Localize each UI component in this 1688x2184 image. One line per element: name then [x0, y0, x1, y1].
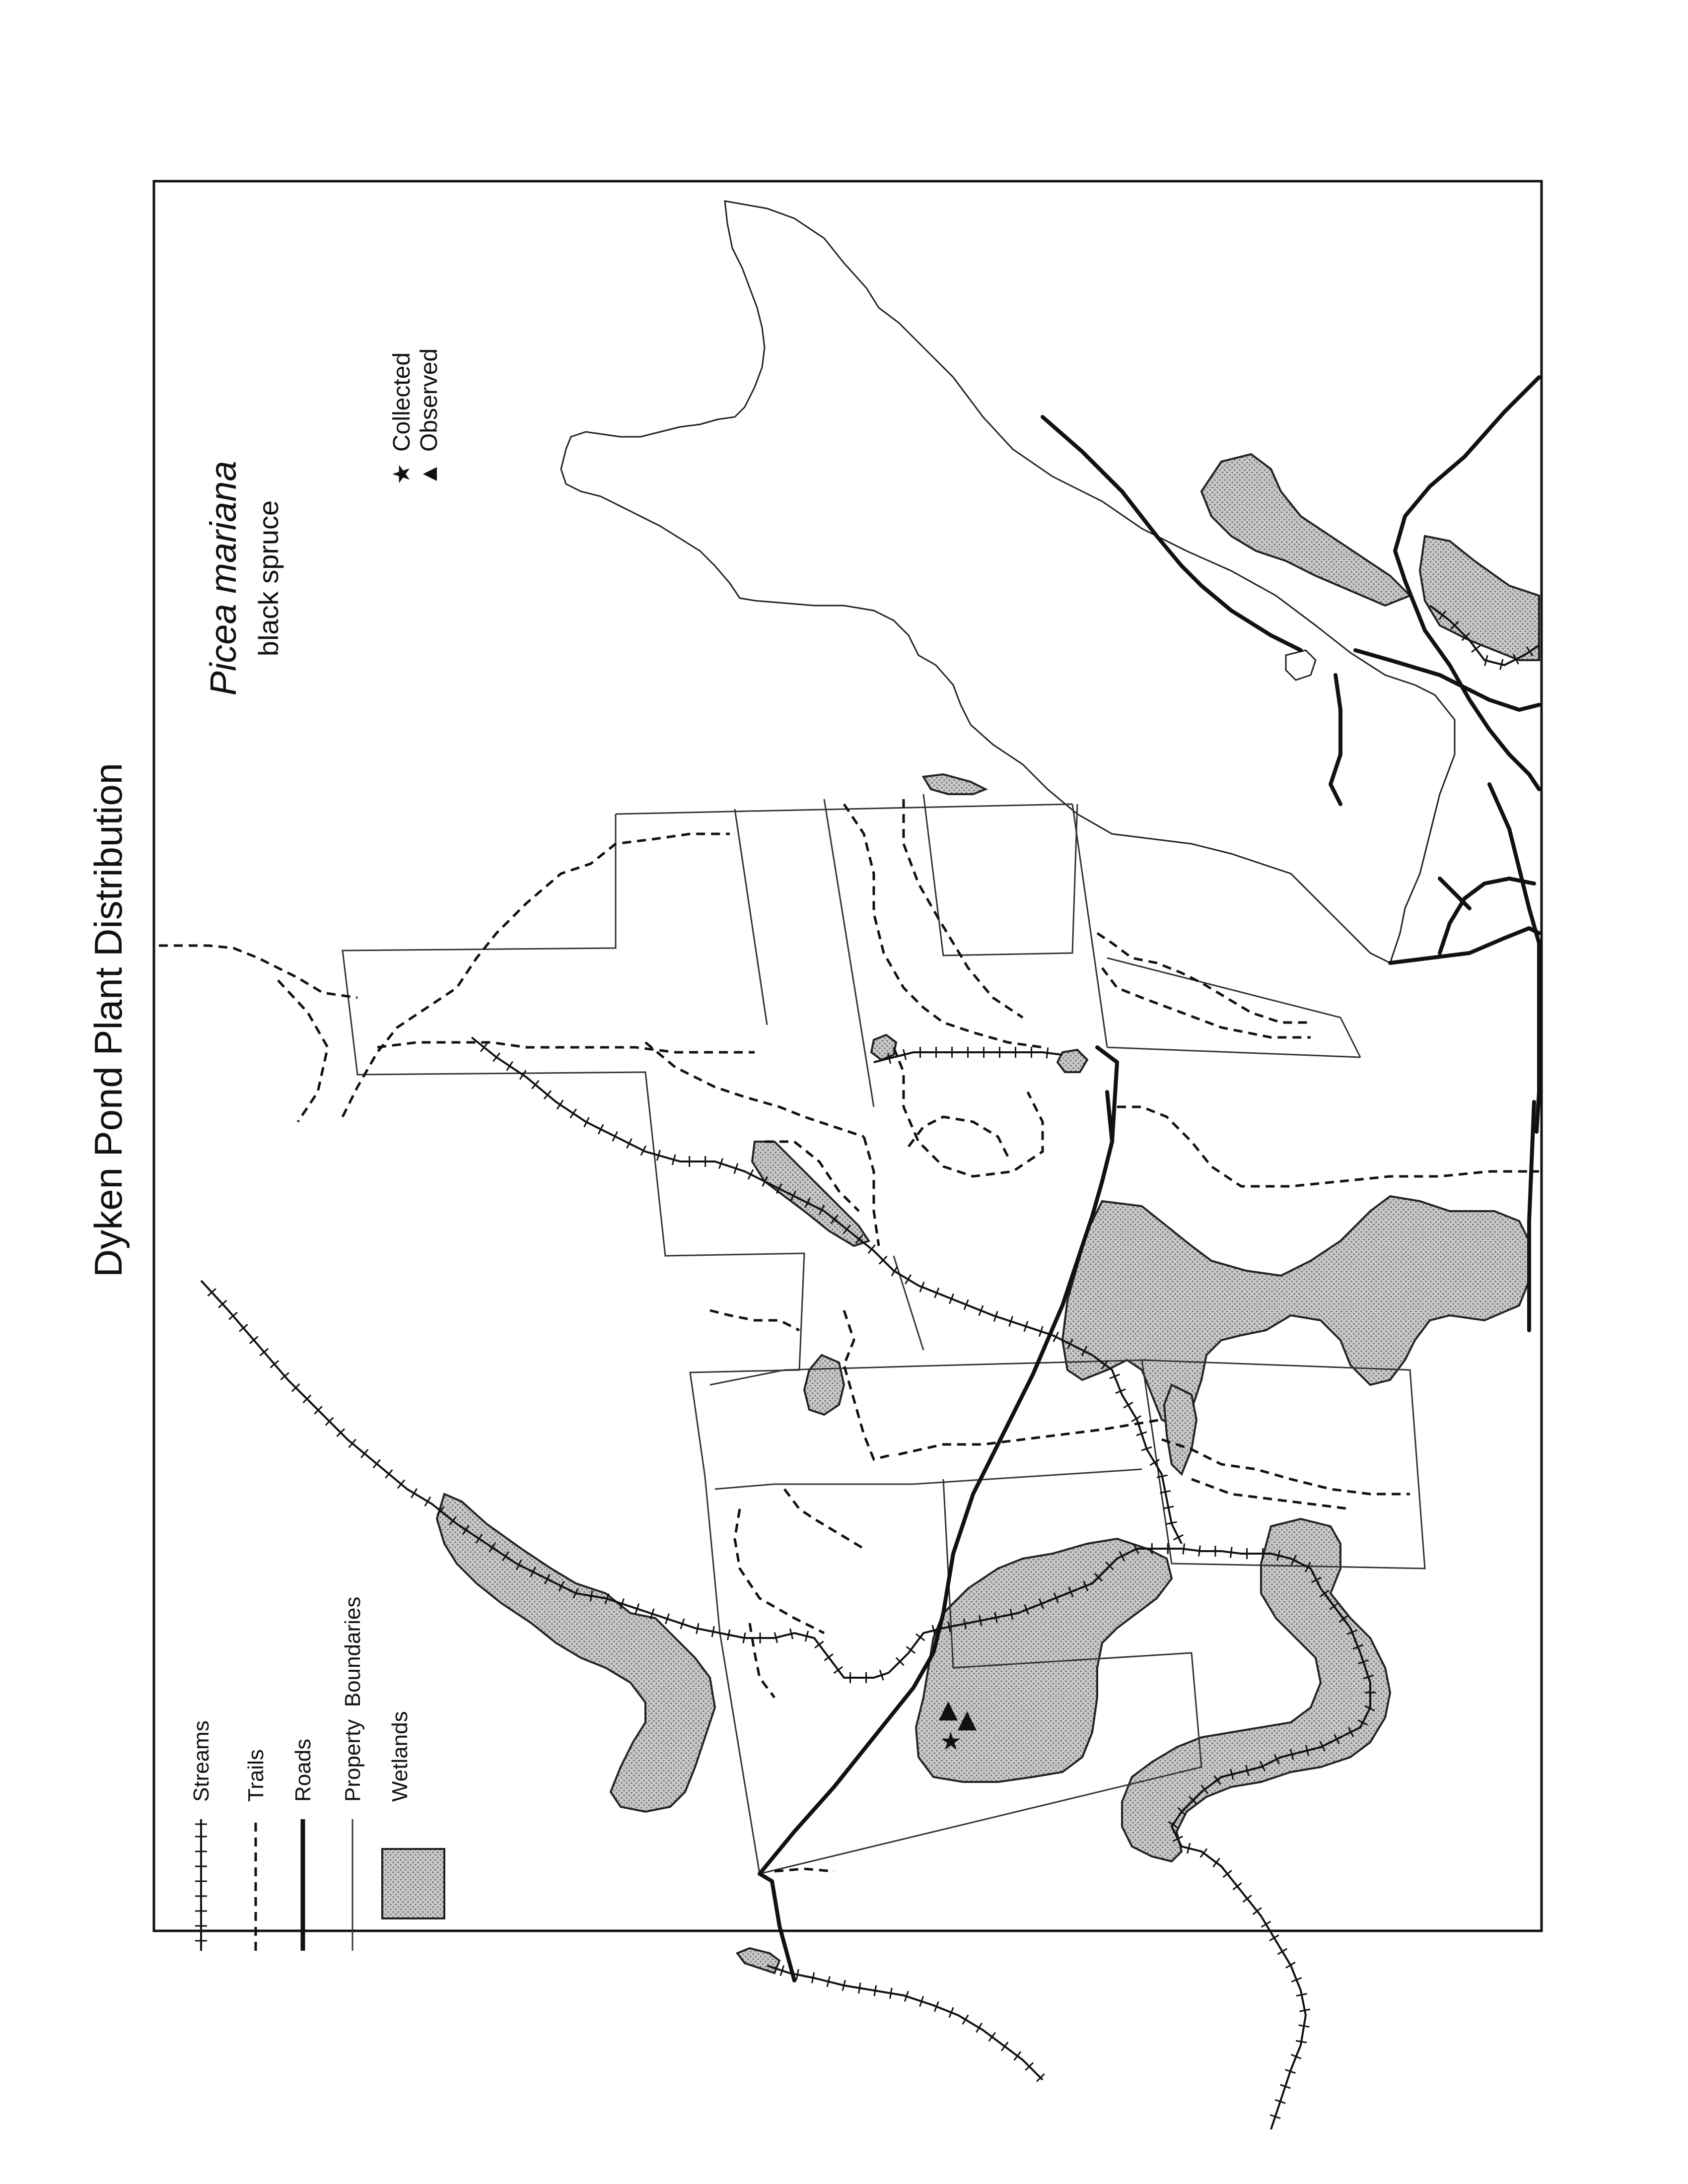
stream-tick: [963, 2015, 968, 2024]
stream-tick: [812, 1973, 814, 1983]
legend-streams-label: Streams: [189, 1720, 213, 1802]
stream-tick: [697, 1623, 699, 1634]
stream-tick: [1001, 2042, 1008, 2051]
legend-wetlands-label: Wetlands: [388, 1711, 412, 1802]
stream-tick: [905, 1275, 911, 1284]
wetland-central-strip: [752, 1142, 869, 1246]
collected-marker-1: ★: [939, 1727, 962, 1756]
collected-legend-label: Collected: [389, 352, 415, 452]
stream-tick: [1230, 1547, 1232, 1558]
stream-tick: [858, 1982, 860, 1993]
stream-tick: [834, 1667, 843, 1673]
stream-tick: [506, 1062, 512, 1071]
stream-tick: [1163, 1506, 1174, 1508]
wetland-north-small: [923, 774, 985, 794]
stream-tick: [1199, 1546, 1200, 1557]
observed-legend-label: Observed: [416, 348, 442, 452]
stream-tick: [824, 1654, 833, 1660]
stream-tick: [1277, 1949, 1287, 1954]
stream-tick: [728, 1630, 730, 1640]
stream-tick: [1299, 2025, 1310, 2027]
wetland-peninsula: [1164, 1385, 1196, 1474]
stream-tick: [796, 1969, 798, 1980]
stream-tick: [815, 1641, 824, 1648]
observed-marker-1: ▲: [938, 1695, 958, 1723]
wetland-bottom-left-small: [737, 1948, 779, 1973]
stream-tick: [557, 1100, 563, 1109]
wetland-southwest-arm: [437, 1494, 715, 1812]
stream-tick: [1296, 1994, 1307, 1996]
stream-tick: [1150, 1460, 1159, 1465]
stream-tick: [976, 2023, 982, 2033]
species-common-name: black spruce: [253, 500, 284, 657]
stream-tick: [916, 1634, 925, 1640]
stream-tick: [712, 1626, 714, 1637]
stream-tick: [1014, 2051, 1021, 2060]
stream-tick: [890, 1988, 892, 1999]
legend-wetland-swatch: [382, 1849, 444, 1918]
stream-tick: [411, 1489, 417, 1498]
small-pond: [1286, 650, 1316, 680]
wetland-east: [1420, 536, 1539, 660]
stream-tick: [1472, 646, 1480, 652]
stream-tick: [1269, 1935, 1279, 1940]
stream-tick: [1200, 1848, 1207, 1857]
wetland-tiny-1: [871, 1035, 896, 1060]
marker-legend: [389, 348, 442, 486]
legend-property-label: Property Boundaries: [341, 1596, 365, 1802]
legend-roads-label: Roads: [291, 1738, 315, 1802]
stream-tick: [520, 1070, 526, 1079]
stream-tick: [1296, 2041, 1307, 2043]
observed-legend-glyph: ▲: [416, 462, 442, 486]
wetland-tiny-2: [1057, 1050, 1087, 1072]
wetland-small-west: [804, 1355, 844, 1415]
property-boundaries: [343, 794, 1425, 1874]
stream-tick: [1213, 1858, 1219, 1867]
stream-tick: [907, 1646, 915, 1653]
feature-legend: [189, 1597, 444, 1951]
stream-tick: [743, 1633, 745, 1643]
observed-marker-2: ▲: [957, 1705, 977, 1733]
map-title: Dyken Pond Plant Distribution: [86, 762, 130, 1278]
stream-tick: [892, 1267, 897, 1276]
species-scientific-name: Picea mariana: [203, 461, 244, 696]
stream-tick: [989, 2033, 995, 2042]
wetland-large-central: [1062, 1196, 1529, 1430]
collected-legend-glyph: ★: [389, 463, 415, 485]
stream-tick: [1183, 1544, 1185, 1555]
stream-tick: [1299, 2009, 1310, 2011]
stream-tick: [1262, 1921, 1271, 1927]
stream-tick: [1166, 1522, 1177, 1524]
legend-trails-label: Trails: [244, 1749, 268, 1802]
stream-tick: [570, 1109, 576, 1118]
stream-tick: [1124, 1402, 1133, 1408]
stream-tick: [874, 1985, 876, 1996]
stream-tick: [425, 1497, 430, 1506]
dyken-pond: [561, 201, 1455, 963]
stream-tick: [1047, 1047, 1048, 1058]
